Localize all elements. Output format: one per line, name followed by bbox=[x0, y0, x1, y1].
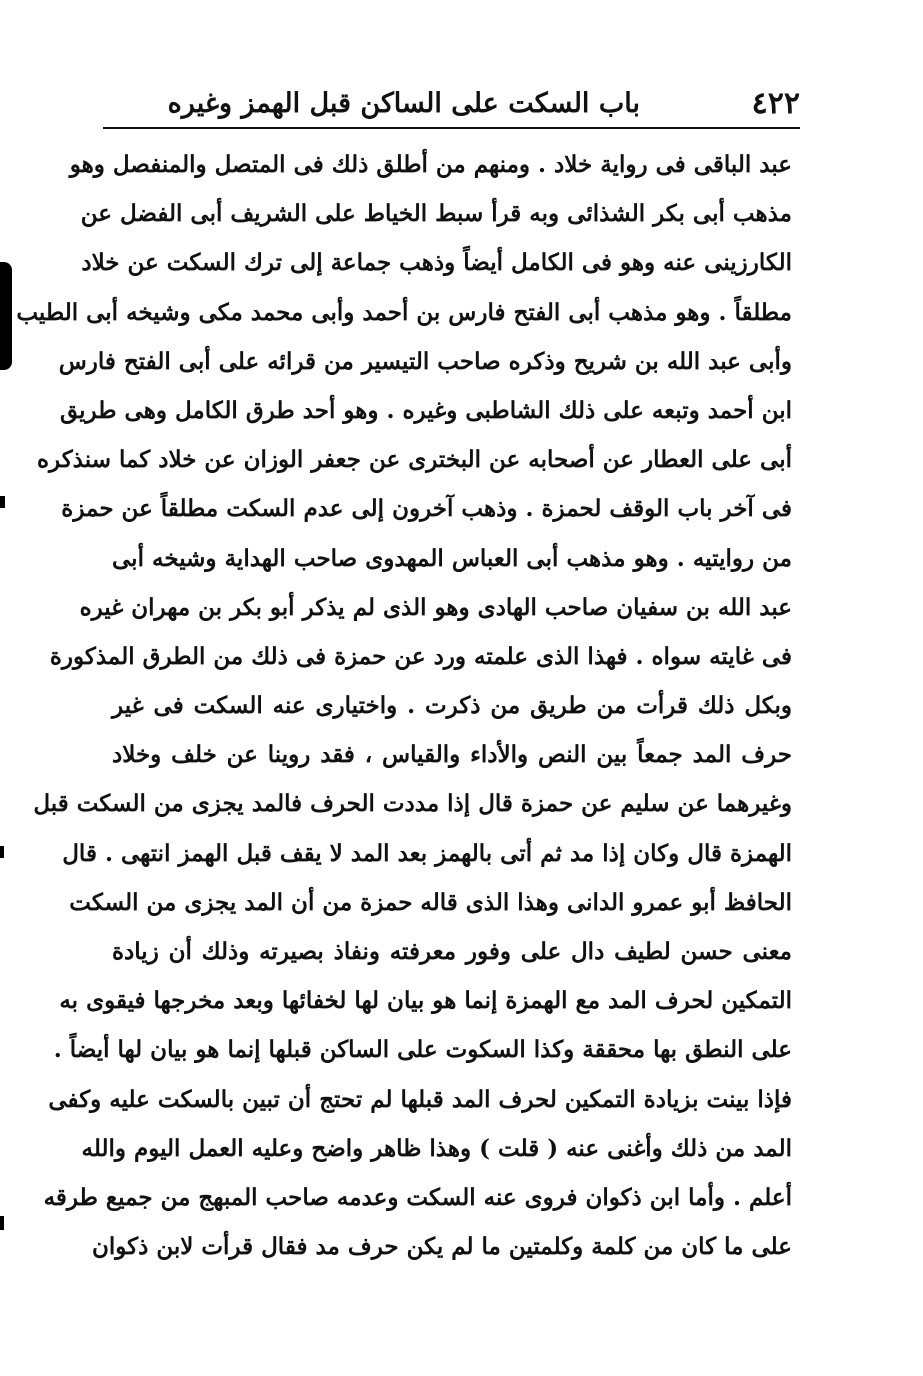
text-line: فإذا بينت بزيادة التمكين لحرف المد قبلها لم تحتج أن تبين بالسكت عليه وكفى bbox=[48, 1085, 792, 1113]
text-line: حرف المد جمعاً بين النص والأداء والقياس ، فقد روينا عن خلف وخلاد bbox=[112, 741, 792, 769]
header-divider bbox=[103, 127, 800, 129]
text-line: عبد الباقى فى رواية خلاد . ومنهم من أطلق ذلك فى المتصل والمنفصل وهو bbox=[69, 151, 792, 178]
text-line: وأبى عبد الله بن شريح وذكره صاحب التيسير من قرائه على أبى الفتح فارس bbox=[58, 347, 792, 375]
page-number: ٤٢٢ bbox=[751, 86, 800, 121]
text-line: المد من ذلك وأغنى عنه ( قلت ) وهذا ظاهر واضح وعليه العمل اليوم والله bbox=[81, 1134, 792, 1162]
scan-edge-mark bbox=[0, 262, 12, 370]
text-line: ابن أحمد وتبعه على ذلك الشاطبى وغيره . وهو أحد طرق الكامل وهى طريق bbox=[59, 396, 792, 424]
text-line: من روايتيه . وهو مذهب أبى العباس المهدوى صاحب الهداية وشيخه أبى bbox=[112, 544, 792, 572]
text-line: وغيرهما عن سليم عن حمزة قال إذا مددت الحرف فالمد يجزى من السكت قبل bbox=[33, 790, 792, 818]
text-line: أعلم . وأما ابن ذكوان فروى عنه السكت وعدمه صاحب المبهج من جميع طرقه bbox=[43, 1183, 792, 1211]
text-line: عبد الله بن سفيان صاحب الهادى وهو الذى لم يذكر أبو بكر بن مهران غيره bbox=[79, 593, 792, 621]
scan-edge-mark bbox=[0, 846, 4, 858]
text-line: مطلقاً . وهو مذهب أبى الفتح فارس بن أحمد وأبى محمد مكى وشيخه أبى الطيب bbox=[16, 298, 792, 326]
scan-edge-mark bbox=[0, 1216, 4, 1230]
text-line: الهمزة قال وكان إذا مد ثم أتى بالهمز بعد المد لا يقف قبل الهمز انتهى . قال bbox=[62, 839, 792, 867]
page-header bbox=[100, 84, 800, 126]
text-line: التمكين لحرف المد مع الهمزة إنما هو بيان لها لخفائها وبعد مخرجها فيقوى به bbox=[59, 987, 792, 1015]
scan-edge-mark bbox=[0, 496, 5, 508]
text-line: الحافظ أبو عمرو الدانى وهذا الذى قاله حمزة من أن المد يجزى من السكت bbox=[69, 888, 792, 916]
running-title: باب السكت على الساكن قبل الهمز وغيره bbox=[167, 88, 640, 119]
text-line: أبى على العطار عن أصحابه عن البخترى عن جعفر الوزان عن خلاد كما سنذكره bbox=[36, 446, 792, 474]
text-line: فى غايته سواه . فهذا الذى علمته ورد عن حمزة فى ذلك من الطرق المذكورة bbox=[49, 642, 792, 670]
body-text bbox=[16, 140, 792, 1271]
text-line: على النطق بها محققة وكذا السكوت على الساكن قبلها إنما هو بيان لها أيضاً . bbox=[53, 1036, 792, 1064]
text-line: مذهب أبى بكر الشذائى وبه قرأ سبط الخياط على الشريف أبى الفضل عن bbox=[80, 200, 792, 228]
text-line: فى آخر باب الوقف لحمزة . وذهب آخرون إلى عدم السكت مطلقاً عن حمزة bbox=[61, 495, 792, 523]
text-line: الكارزينى عنه وهو فى الكامل أيضاً وذهب جماعة إلى ترك السكت عن خلاد bbox=[81, 249, 792, 277]
text-line: معنى حسن لطيف دال على وفور معرفته ونفاذ بصيرته وذلك أن زيادة bbox=[112, 938, 792, 965]
text-line: وبكل ذلك قرأت من طريق من ذكرت . واختيارى عنه السكت فى غير bbox=[112, 692, 792, 720]
text-line: على ما كان من كلمة وكلمتين ما لم يكن حرف مد فقال قرأت لابن ذكوان bbox=[91, 1233, 792, 1261]
